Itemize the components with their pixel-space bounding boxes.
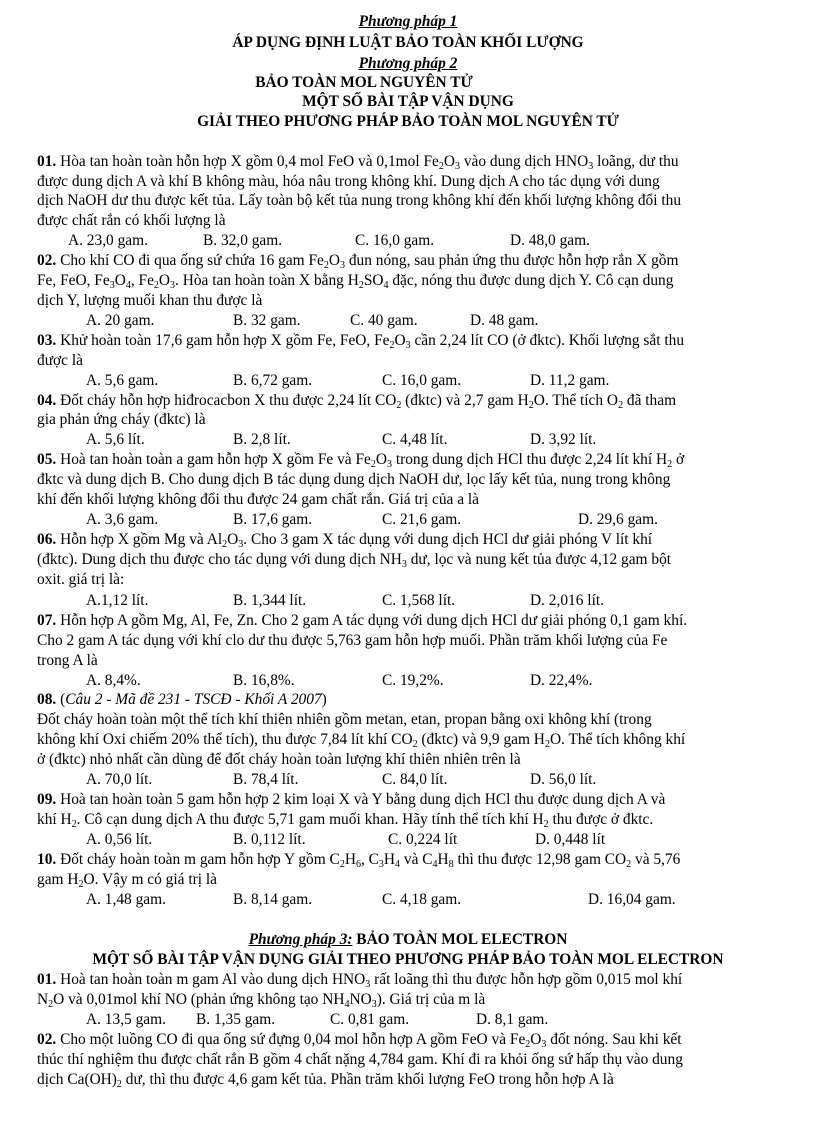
q06-line-2: (đktc). Dung dịch thu được cho tác dụng với dung dịch $NH_3$ dư, lọc và nung kết tủa được 4,12 gam bột <box>37 551 672 570</box>
q05-option-b: B. 17,6 gam. <box>233 511 313 528</box>
q08-line-3: không khí Oxi chiếm 20% thể tích), thu được 7,84 lít khí $CO_2$ (đktc) và 9,9 gam $H_2O$. Thể tích không khí <box>37 731 686 750</box>
q10-option-a: A. 1,48 gam. <box>86 891 166 908</box>
e02-line-3: dịch $Ca(OH)_2$ dư, thì thu được 4,6 gam kết tủa. Phần trăm khối lượng FeO trong hỗn hợp A là <box>37 1071 614 1090</box>
q01-line-2: được dung dịch A và khí B không màu, hóa nâu trong không khí. Dung dịch A cho tác dụng với dung <box>37 173 660 190</box>
q07-option-a: A. 8,4%. <box>86 672 141 689</box>
q08-line-2: Đốt cháy hoàn toàn một thể tích khí thiên nhiên gồm metan, etan, propan bằng oxi không khí (trong <box>37 711 652 728</box>
q04-option-d: D. 3,92 lít. <box>530 431 597 448</box>
q08-line-4: ở (đktc) nhỏ nhất cần dùng để đốt cháy hoàn toàn lượng khí thiên nhiên trên là <box>37 751 521 768</box>
e02-line-2: thúc thí nghiệm thu được chất rắn B gồm 4 chất nặng 4,784 gam. Khí đi ra khỏi ống sứ hấp thụ vào dung <box>37 1051 683 1068</box>
q01-line-4: được chất rắn có khối lượng là <box>37 212 226 229</box>
q05-option-a: A. 3,6 gam. <box>86 511 159 528</box>
e01-option-a: A. 13,5 gam. <box>86 1011 166 1028</box>
q03-option-b: B. 6,72 gam. <box>233 372 313 389</box>
q01-option-a: A. 23,0 gam. <box>68 232 148 249</box>
e01-option-c: C. 0,81 gam. <box>330 1011 410 1028</box>
q03-option-d: D. 11,2 gam. <box>530 372 610 389</box>
q07-option-c: C. 19,2%. <box>382 672 444 689</box>
e01-line-2: $N_2O$ và 0,01mol khí NO (phản ứng không tạo $NH_4NO_3$). Giá trị của m là <box>37 991 486 1010</box>
q06-line-3: oxit. giá trị là: <box>37 571 125 588</box>
q02-option-c: C. 40 gam. <box>350 312 418 329</box>
q04-option-c: C. 4,48 lít. <box>382 431 448 448</box>
q02-line-3: dịch Y, lượng muối khan thu được là <box>37 292 263 309</box>
q09-option-c: C. 0,224 lít <box>388 831 458 848</box>
q07-line-1: 07. Hỗn hợp A gồm Mg, Al, Fe, Zn. Cho 2 gam A tác dụng với dung dịch HCl dư giải phóng 0,1 gam khí. <box>37 612 688 629</box>
e01-option-d: D. 8,1 gam. <box>476 1011 549 1028</box>
q03-line-2: được là <box>37 352 83 369</box>
q05-option-c: C. 21,6 gam. <box>382 511 462 528</box>
q02-option-d: D. 48 gam. <box>470 312 539 329</box>
q06-line-1: 06. Hỗn hợp X gồm Mg và $Al_2O_3$. Cho 3 gam X tác dụng với dung dịch HCl dư giải phóng V lít khí <box>37 531 653 550</box>
q02-option-a: A. 20 gam. <box>86 312 155 329</box>
heading-method-2-subtitle: GIẢI THEO PHƯƠNG PHÁP BẢO TOÀN MOL NGUYÊN TỬ <box>197 113 619 130</box>
q03-option-c: C. 16,0 gam. <box>382 372 462 389</box>
q05-option-d: D. 29,6 gam. <box>578 511 658 528</box>
q01-line-3: dịch NaOH dư thu được kết tủa. Lấy toàn bộ kết tủa nung trong không khí đến khối lượng không đổi thu <box>37 192 682 209</box>
heading-method-1: Phương pháp 1 <box>358 13 458 30</box>
q03-line-1: 03. Khử hoàn toàn 17,6 gam hỗn hợp X gồm Fe, FeO, $Fe_2O_3$ cần 2,24 lít CO (ở đktc). Khối lượng sắt thu <box>37 332 685 351</box>
q09-option-a: A. 0,56 lít. <box>86 831 153 848</box>
q10-line-2: gam $H_2O$. Vậy m có giá trị là <box>37 871 217 890</box>
e01-line-1: 01. Hoà tan hoàn toàn m gam Al vào dung dịch $HNO_3$ rất loãng thì thu được hỗn hợp gồm 0,015 mol khí <box>37 971 683 990</box>
q08-line-1: 08. (Câu 2 - Mã đề 231 - TSCĐ - Khối A 2007) <box>37 691 327 708</box>
q09-line-1: 09. Hoà tan hoàn toàn 5 gam hỗn hợp 2 kim loại X và Y bằng dung dịch HCl thu được dung dịch A và <box>37 791 666 808</box>
q01-number: 01. <box>37 153 57 170</box>
q07-option-b: B. 16,8%. <box>233 672 295 689</box>
q03-option-a: A. 5,6 gam. <box>86 372 159 389</box>
q10-line-1: 10. Đốt cháy hoàn toàn m gam hỗn hợp Y gồm $C_2H_6$, $C_3H_4$ và $C_4H_8$ thì thu được 12,98 gam $CO_2$ và 5,76 <box>37 851 681 870</box>
q06-option-a: A.1,12 lít. <box>86 592 149 609</box>
heading-method-2: Phương pháp 2 <box>358 55 458 72</box>
q08-option-a: A. 70,0 lít. <box>86 771 153 788</box>
q09-option-d: D. 0,448 lít <box>535 831 606 848</box>
q10-option-b: B. 8,14 gam. <box>233 891 313 908</box>
q04-line-2: gia phản ứng cháy (đktc) là <box>37 411 206 428</box>
q10-option-d: D. 16,04 gam. <box>588 891 676 908</box>
q08-option-c: C. 84,0 lít. <box>382 771 448 788</box>
q04-line-1: 04. Đốt cháy hỗn hợp hiđrocacbon X thu được 2,24 lít $CO_2$ (đktc) và 2,7 gam $H_2O$. Thể tích $O_2$ đã tham <box>37 392 677 411</box>
q08-source: Câu 2 - Mã đề 231 - TSCĐ - Khối A 2007 <box>65 691 322 708</box>
heading-exercises: MỘT SỐ BÀI TẬP VẬN DỤNG <box>302 93 514 110</box>
q06-option-c: C. 1,568 lít. <box>382 592 456 609</box>
q06-option-d: D. 2,016 lít. <box>530 592 604 609</box>
e02-line-1: 02. Cho một luồng CO đi qua ống sứ đựng 0,04 mol hỗn hợp A gồm FeO và $Fe_2O_3$ đốt nóng. Sau khi kết <box>37 1031 682 1050</box>
q08-option-b: B. 78,4 lít. <box>233 771 299 788</box>
q09-line-2: khí $H_2$. Cô cạn dung dịch A thu được 5,71 gam muối khan. Hãy tính thể tích khí $H_2$ thu được ở đktc. <box>37 811 654 830</box>
q05-line-3: khí đến khối lượng không đổi thu được 24 gam chất rắn. Giá trị của a là <box>37 491 479 508</box>
q01-option-c: C. 16,0 gam. <box>355 232 435 249</box>
q04-option-a: A. 5,6 lít. <box>86 431 145 448</box>
heading-method-3: Phương pháp 3: BẢO TOÀN MOL ELECTRON <box>248 931 568 948</box>
q01-option-d: D. 48,0 gam. <box>510 232 590 249</box>
q07-line-2: Cho 2 gam A tác dụng với khí clo dư thu được 5,763 gam hỗn hợp muối. Phần trăm khối lượng của Fe <box>37 632 668 649</box>
q05-line-2: đktc và dung dịch B. Cho dung dịch B tác dụng dung dịch NaOH dư, lọc lấy kết tủa, nung trong không <box>37 471 671 488</box>
q02-line-2: Fe, FeO, $Fe_3O_4$, $Fe_2O_3$. Hòa tan hoàn toàn X bằng $H_2SO_4$ đặc, nóng thu được dung dịch Y. Cô cạn dung <box>37 272 674 291</box>
q07-line-3: trong A là <box>37 652 98 669</box>
q08-option-d: D. 56,0 lít. <box>530 771 597 788</box>
q07-option-d: D. 22,4%. <box>530 672 593 689</box>
q02-option-b: B. 32 gam. <box>233 312 301 329</box>
q01-line-1: 01. Hòa tan hoàn toàn hỗn hợp X gồm 0,4 mol FeO và 0,1mol $Fe_2O_3$ vào dung dịch $HNO_3$ loãng, dư thu <box>37 153 679 172</box>
q10-option-c: C. 4,18 gam. <box>382 891 462 908</box>
e01-option-b: B. 1,35 gam. <box>196 1011 276 1028</box>
q09-option-b: B. 0,112 lít. <box>233 831 306 848</box>
heading-method-2-title: BẢO TOÀN MOL NGUYÊN TỬ <box>255 74 473 91</box>
q04-option-b: B. 2,8 lít. <box>233 431 291 448</box>
q06-option-b: B. 1,344 lít. <box>233 592 307 609</box>
q02-line-1: 02. Cho khí CO đi qua ống sứ chứa 16 gam $Fe_2O_3$ đun nóng, sau phản ứng thu được hỗn hợp rắn X gồm <box>37 252 679 271</box>
heading-method-1-title: ÁP DỤNG ĐỊNH LUẬT BẢO TOÀN KHỐI LƯỢNG <box>232 34 584 51</box>
q05-line-1: 05. Hoà tan hoàn toàn a gam hỗn hợp X gồm Fe và $Fe_2O_3$ trong dung dịch HCl thu được 2,24 lít khí $H_2$ ở <box>37 451 685 470</box>
heading-method-3-subtitle: MỘT SỐ BÀI TẬP VẬN DỤNG GIẢI THEO PHƯƠNG PHÁP BẢO TOÀN MOL ELECTRON <box>92 951 724 968</box>
q01-option-b: B. 32,0 gam. <box>203 232 283 249</box>
